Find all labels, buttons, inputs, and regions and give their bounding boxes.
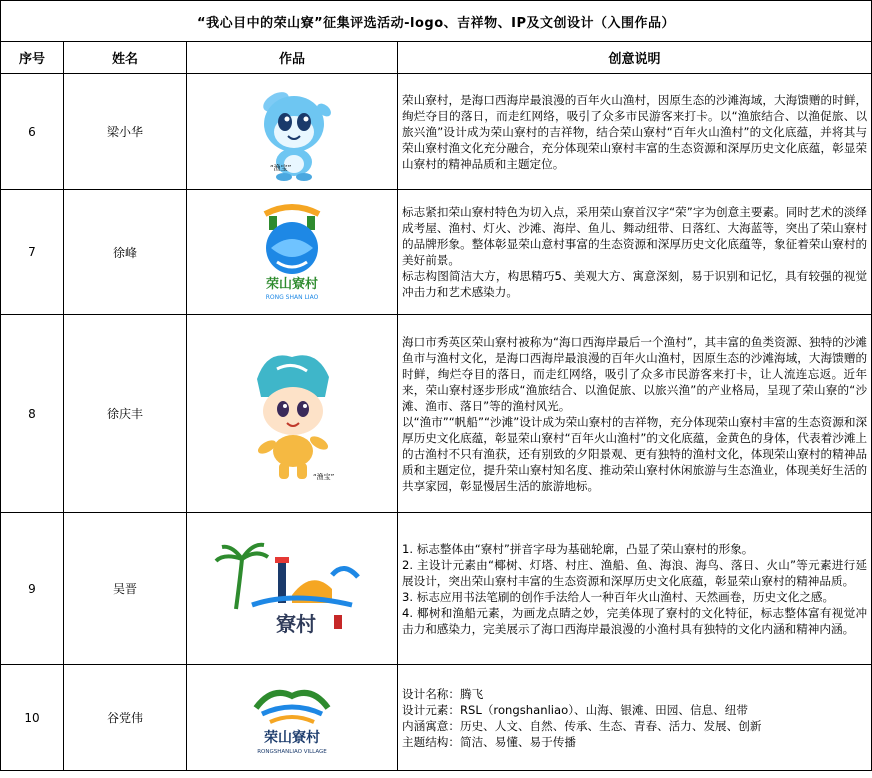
table-row <box>1 665 872 771</box>
entry-desc <box>398 190 872 315</box>
mascot-dolphin-image <box>242 80 342 184</box>
header-row <box>1 42 872 74</box>
entry-name: 梁小华 <box>64 74 187 190</box>
entry-desc <box>398 74 872 190</box>
desc-paragraph: 海口市秀英区荣山寮村被称为“海口西海岸最后一个渔村”，其丰富的鱼类资源、独特的沙滩鱼市与渔村文化，是海口西海岸最浪漫的百年火山渔村，因原生态的沙滩海域，大海馈赠的时鲜，绚烂夺目的落日，而走红网络，吸引了众多市民游客来打卡，让人流连忘返。近年来，荣山寮村逐步形成“渔旅结合、以渔促旅、以旅兴渔”的产业格局，呈现了荣山寮的“沙滩、渔市、落日”等的渔村风光。 <box>402 334 868 413</box>
entry-desc <box>398 513 872 665</box>
entry-name: 徐庆丰 <box>64 315 187 513</box>
entry-name: 徐峰 <box>64 190 187 315</box>
table-row <box>1 513 872 665</box>
logo-title-cn: 荣山寮村 <box>264 729 320 746</box>
logo-title-en: RONGSHANLIAO VILLAGE <box>257 748 327 755</box>
table-row <box>1 315 872 513</box>
entry-num: 7 <box>1 190 64 315</box>
logo-rong-character-image <box>247 200 337 304</box>
entry-name: 吴晋 <box>64 513 187 665</box>
table-title: “我心目中的荣山寮”征集评选活动-logo、吉祥物、IP及文创设计（入围作品） <box>1 1 872 42</box>
entry-work <box>187 74 398 190</box>
header-num: 序号 <box>1 42 64 74</box>
entry-work <box>187 190 398 315</box>
desc-paragraph: 主题结构：简洁、易懂、易于传播 <box>402 734 576 749</box>
logo-title-cn: 荣山寮村 <box>265 277 319 292</box>
desc-paragraph: 标志构图简洁大方，构思精巧5、美观大方、寓意深刻，易于识别和记忆，具有较强的视觉冲击力和艺术感染力。 <box>402 269 868 299</box>
desc-paragraph: 荣山寮村，是海口西海岸最浪漫的百年火山渔村，因原生态的沙滩海域，大海馈赠的时鲜，绚烂夺目的落日，而走红网络，吸引了众多市民游客来打卡。以“渔旅结合、以渔促旅、以旅兴渔”设计成为荣山寮村的吉祥物，结合荣山寮村“百年火山渔村”的文化底蕴，并将其与荣山寮村渔文化充分融合，充分体现荣山寮村丰富的生态资源和深厚历史文化底蕴，彰显荣山寮村的精神品质和主题定位。 <box>402 92 868 171</box>
mascot-caption: “渔宝” <box>313 472 335 481</box>
entry-work <box>187 665 398 771</box>
header-desc: 创意说明 <box>398 42 872 74</box>
entry-desc <box>398 665 872 771</box>
entry-num: 8 <box>1 315 64 513</box>
mascot-caption: “渔宝” <box>270 163 292 172</box>
logo-title-en: RONG SHAN LIAO <box>265 294 319 301</box>
logo-title-cn: 寮村 <box>276 611 316 636</box>
entry-num: 9 <box>1 513 64 665</box>
entry-name: 谷党伟 <box>64 665 187 771</box>
mascot-fisher-kid-image <box>237 339 347 489</box>
entry-num: 6 <box>1 74 64 190</box>
table-row <box>1 74 872 190</box>
desc-paragraph: 3. 标志应用书法笔刷的创作手法给人一种百年火山渔村、天然画卷，历史文化之感。 <box>402 589 835 604</box>
desc-paragraph: 4. 椰树和渔船元素，为画龙点睛之妙，完美体现了寮村的文化特征，标志整体富有视觉冲击力和感染力，完美展示了海口西海岸最浪漫的小渔村具有独特的文化内涵和精神内涵。 <box>402 605 868 636</box>
entry-work <box>187 513 398 665</box>
logo-teng-fei-image <box>242 678 342 758</box>
desc-paragraph: 2. 主设计元素由“椰树、灯塔、村庄、渔船、鱼、海浪、海鸟、落日、火山”等元素进行延展设计，突出荣山寮村丰富的生态资源和深厚历史文化底蕴，彰显荣山寮村的精神品质。 <box>402 557 868 588</box>
logo-coconut-village-image <box>212 539 372 639</box>
header-work: 作品 <box>187 42 398 74</box>
table-title-row <box>1 1 872 42</box>
entry-num: 10 <box>1 665 64 771</box>
desc-paragraph: 1. 标志整体由“寮村”拼音字母为基础轮廓，凸显了荣山寮村的形象。 <box>402 541 754 556</box>
desc-paragraph: 标志紧扣荣山寮村特色为切入点，采用荣山寮首汉字“荣”字为创意主要素。同时艺术的淡绎成考屋、渔村、灯火、沙滩、海岸、鱼儿、舞动纽带、日落红、大海蓝等，突出了荣山寮村的品牌形象。整体彰显荣山意村事富的生态资源和深厚历史文化底蕴等，象征着荣山寮村的美好前景。 <box>402 205 868 267</box>
entry-work <box>187 315 398 513</box>
desc-paragraph: 设计元素：RSL（rongshanliao）、山海、银滩、田园、信息、纽带 <box>402 702 748 717</box>
desc-paragraph: 设计名称：腾飞 <box>402 686 484 701</box>
desc-paragraph: 内涵寓意：历史、人文、自然、传承、生态、青春、活力、发展、创新 <box>402 718 762 733</box>
table-row <box>1 190 872 315</box>
header-name: 姓名 <box>64 42 187 74</box>
entry-desc <box>398 315 872 513</box>
desc-paragraph: 以“渔市”“帆船”“沙滩”设计成为荣山寮村的吉祥物，充分体现荣山寮村丰富的生态资源和深厚历史文化底蕴，彰显荣山寮村“百年火山渔村”的文化底蕴，金黄色的身体，代表着沙滩上的古渔村不只有渔获，还有别致的夕阳景观、更有独特的渔村文化，体现荣山寮村的精神品质和主题定位，提升荣山寮村知名度、推动荣山寮村休闲旅游与生态渔业，体现美好生活的共享家园，彰显慢居生活的旅游地标。 <box>402 414 868 493</box>
